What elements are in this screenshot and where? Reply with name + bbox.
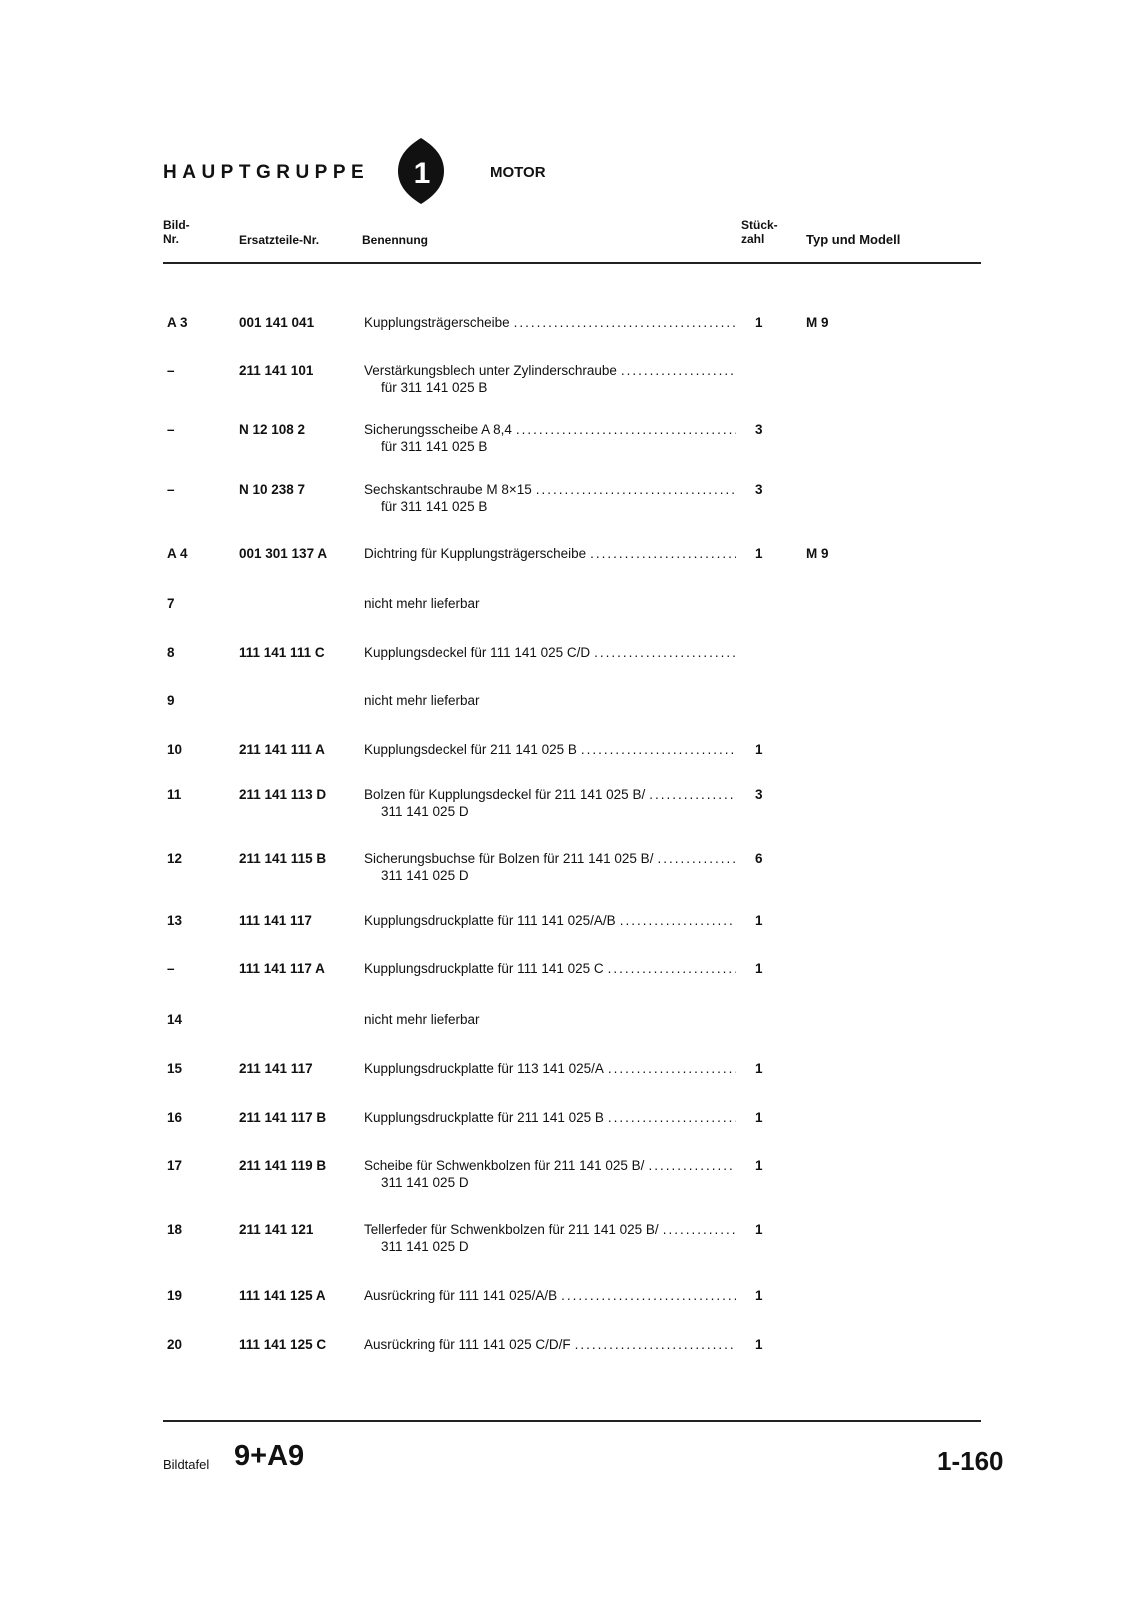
description — [364, 546, 736, 561]
description — [364, 1110, 736, 1125]
description-text: Sicherungsscheibe A 8,4 — [364, 422, 512, 437]
leader-dots — [575, 1337, 736, 1352]
description — [364, 1288, 736, 1303]
quantity: 3 — [755, 482, 763, 497]
description-text: Dichtring für Kupplungsträgerscheibe — [364, 546, 587, 561]
description-text: Verstärkungsblech unter Zylinderschraube — [364, 363, 617, 378]
description — [364, 787, 736, 819]
leader-dots — [516, 422, 736, 437]
leader-dots — [514, 315, 736, 330]
group-name: MOTOR — [490, 164, 546, 181]
bild-number: 18 — [167, 1222, 183, 1237]
bild-number: 9 — [167, 693, 175, 708]
col-bild-header: Bild- Nr. — [163, 218, 190, 246]
description-text: nicht mehr lieferbar — [364, 693, 480, 708]
description-subline: 311 141 025 D — [381, 868, 469, 883]
leader-dots — [536, 482, 736, 497]
part-number: 001 301 137 A — [239, 546, 328, 561]
col-part-header: Ersatzteile-Nr. — [239, 233, 320, 247]
part-number: 211 141 113 D — [239, 787, 327, 802]
bild-number: 12 — [167, 851, 183, 866]
description-text: Ausrückring für 111 141 025 C/D/F — [364, 1337, 571, 1352]
description — [364, 645, 736, 660]
quantity: 1 — [755, 1288, 763, 1303]
description-subline: 311 141 025 D — [381, 1175, 469, 1190]
bild-number: 15 — [167, 1061, 183, 1076]
leader-dots — [561, 1288, 736, 1303]
description-text: Tellerfeder für Schwenkbolzen für 211 141 025 B/ — [364, 1222, 659, 1237]
bild-number: 8 — [167, 645, 175, 660]
description — [364, 482, 736, 514]
description — [364, 742, 736, 757]
leader-dots — [608, 961, 736, 976]
bild-number: 20 — [167, 1337, 183, 1352]
bild-number: 11 — [167, 787, 182, 802]
quantity: 1 — [755, 1061, 763, 1076]
bild-number: 17 — [167, 1158, 183, 1173]
description-text: nicht mehr lieferbar — [364, 1012, 480, 1027]
description — [364, 363, 736, 395]
quantity: 6 — [755, 851, 763, 866]
description-subline: für 311 141 025 B — [381, 380, 488, 395]
quantity: 1 — [755, 315, 763, 330]
description — [364, 913, 736, 928]
description — [364, 596, 736, 611]
description — [364, 315, 736, 330]
bild-number: – — [167, 961, 175, 976]
description-text: Kupplungsdruckplatte für 211 141 025 B — [364, 1110, 604, 1125]
quantity: 1 — [755, 961, 763, 976]
description-text: Kupplungsdruckplatte für 111 141 025/A/B — [364, 913, 616, 928]
leader-dots — [657, 851, 736, 866]
description-text: nicht mehr lieferbar — [364, 596, 480, 611]
quantity: 1 — [755, 1158, 763, 1173]
description — [364, 1061, 736, 1076]
part-number: N 10 238 7 — [239, 482, 306, 497]
quantity: 1 — [755, 1222, 763, 1237]
part-number: 211 141 117 B — [239, 1110, 327, 1125]
group-number: 1 — [413, 157, 431, 190]
part-number: 211 141 117 — [239, 1061, 313, 1076]
part-number: 211 141 119 B — [239, 1158, 327, 1173]
bild-number: 16 — [167, 1110, 183, 1125]
leader-dots — [648, 1158, 736, 1173]
part-number: 111 141 125 C — [239, 1337, 327, 1352]
description — [364, 1158, 736, 1190]
quantity: 1 — [755, 913, 763, 928]
leader-dots — [621, 363, 736, 378]
part-number: 001 141 041 — [239, 315, 315, 330]
leader-dots — [663, 1222, 736, 1237]
bildtafel-value: 9+A9 — [234, 1440, 305, 1472]
col-type-header: Typ und Modell — [806, 232, 901, 247]
page-number: 1-160 — [937, 1446, 1004, 1476]
description-text: Kupplungsdruckplatte für 111 141 025 C — [364, 961, 604, 976]
description-text: Kupplungsdruckplatte für 113 141 025/A — [364, 1061, 604, 1076]
description-subline: 311 141 025 D — [381, 804, 469, 819]
bild-number: A 3 — [167, 315, 188, 330]
quantity: 3 — [755, 787, 763, 802]
part-number: 111 141 117 A — [239, 961, 325, 976]
part-number: 211 141 101 — [239, 363, 314, 378]
description-text: Kupplungsdeckel für 111 141 025 C/D — [364, 645, 591, 660]
quantity: 1 — [755, 1337, 763, 1352]
col-qty-header: Stück- zahl — [741, 218, 778, 246]
leader-dots — [620, 913, 736, 928]
description — [364, 1337, 736, 1352]
description-text: Ausrückring für 111 141 025/A/B — [364, 1288, 558, 1303]
part-number: 111 141 125 A — [239, 1288, 326, 1303]
quantity: 3 — [755, 422, 763, 437]
type-model: M 9 — [806, 546, 829, 561]
bild-number: 13 — [167, 913, 183, 928]
leader-dots — [608, 1061, 736, 1076]
part-number: 211 141 121 — [239, 1222, 314, 1237]
description-text: Kupplungsträgerscheibe — [364, 315, 510, 330]
group-number-badge — [398, 138, 444, 204]
part-number: 111 141 111 C — [239, 645, 325, 660]
description — [364, 693, 736, 708]
bild-number: 10 — [167, 742, 183, 757]
description — [364, 961, 736, 976]
description — [364, 851, 736, 883]
quantity: 1 — [755, 1110, 763, 1125]
description-subline: 311 141 025 D — [381, 1239, 469, 1254]
description — [364, 1222, 736, 1254]
description-text: Sicherungsbuchse für Bolzen für 211 141 025 B/ — [364, 851, 654, 866]
description — [364, 422, 736, 454]
type-model: M 9 — [806, 315, 829, 330]
description-text: Kupplungsdeckel für 211 141 025 B — [364, 742, 577, 757]
part-number: 111 141 117 — [239, 913, 312, 928]
bild-number: – — [167, 482, 175, 497]
bildtafel-label: Bildtafel — [163, 1457, 210, 1472]
part-number: 211 141 111 A — [239, 742, 325, 757]
leader-dots — [581, 742, 736, 757]
leader-dots — [649, 787, 736, 802]
description-subline: für 311 141 025 B — [381, 499, 488, 514]
description — [364, 1012, 736, 1027]
part-number: N 12 108 2 — [239, 422, 306, 437]
description-text: Scheibe für Schwenkbolzen für 211 141 025 B/ — [364, 1158, 645, 1173]
footer-rule — [163, 1420, 981, 1422]
bild-number: 14 — [167, 1012, 183, 1027]
description-subline: für 311 141 025 B — [381, 439, 488, 454]
group-label: HAUPTGRUPPE — [163, 162, 370, 183]
quantity: 1 — [755, 546, 763, 561]
bild-number: – — [167, 422, 175, 437]
description-text: Sechskantschraube M 8×15 — [364, 482, 532, 497]
description-text: Bolzen für Kupplungsdeckel für 211 141 025 B/ — [364, 787, 646, 802]
leader-dots — [594, 645, 736, 660]
leader-dots — [590, 546, 736, 561]
leader-dots — [608, 1110, 736, 1125]
bild-number: 19 — [167, 1288, 183, 1303]
bild-number: 7 — [167, 596, 175, 611]
quantity: 1 — [755, 742, 763, 757]
header-rule — [163, 262, 981, 264]
bild-number: A 4 — [167, 546, 188, 561]
bild-number: – — [167, 363, 175, 378]
col-desc-header: Benennung — [362, 233, 428, 247]
part-number: 211 141 115 B — [239, 851, 327, 866]
